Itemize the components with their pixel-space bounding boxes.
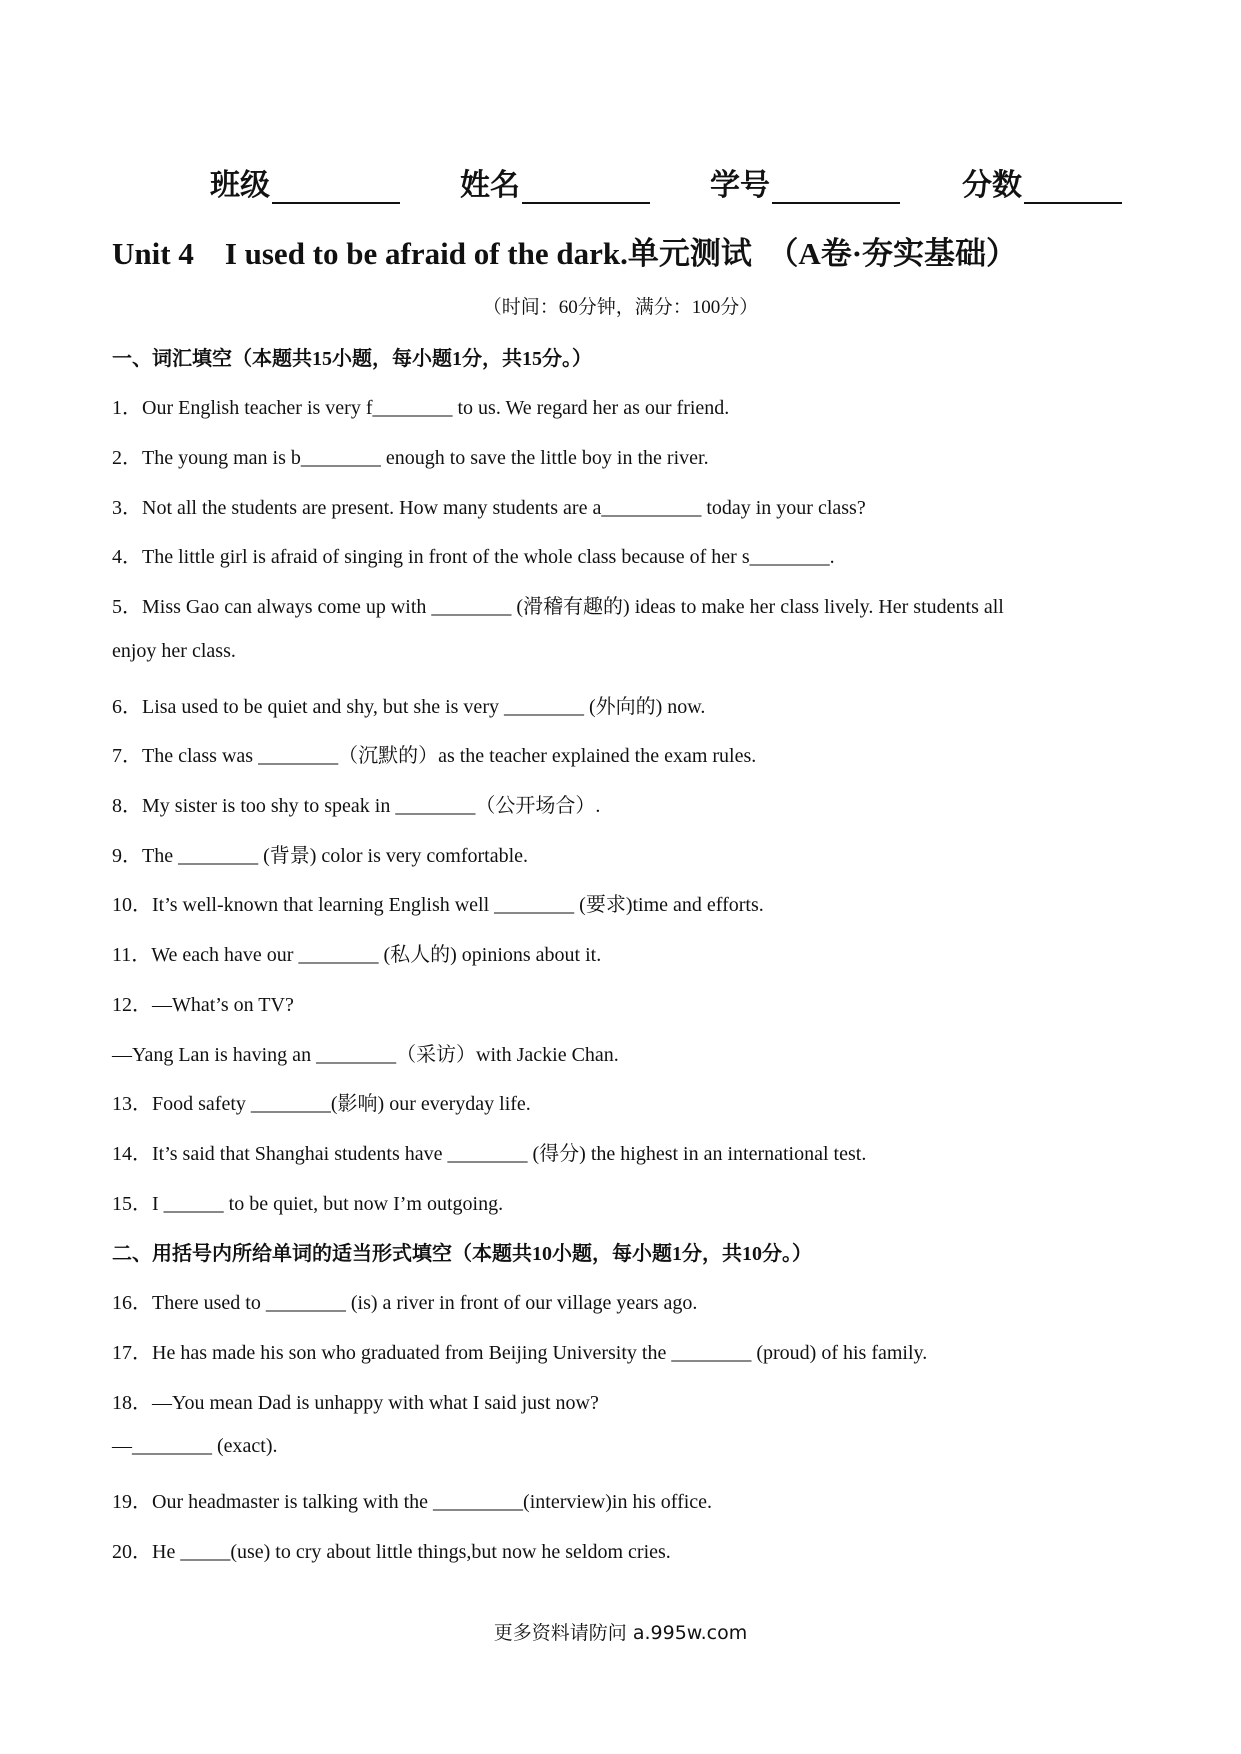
question-14: 14．It’s said that Shanghai students have ________ (得分) the highest in an international test. [112, 1143, 867, 1165]
section2-heading: 二、用括号内所给单词的适当形式填空（本题共10小题，每小题1分，共10分。） [112, 1243, 812, 1265]
question-3: 3．Not all the students are present. How many students are a__________ today in your class? [112, 497, 866, 519]
question-9: 9．The ________ (背景) color is very comfortable. [112, 845, 529, 867]
question-20: 20．He _____(use) to cry about little things,but now he seldom cries. [112, 1541, 671, 1563]
question-16: 16．There used to ________ (is) a river in front of our village years ago. [112, 1292, 698, 1314]
section1-heading: 一、词汇填空（本题共15小题，每小题1分，共15分。） [112, 348, 592, 370]
footer-link[interactable]: 更多资料请防问 a.995w.com [493, 1622, 748, 1644]
student-info-header [210, 160, 1141, 204]
name-label: 姓名 [460, 169, 520, 202]
number-blank[interactable] [772, 170, 900, 204]
question-4: 4．The little girl is afraid of singing in front of the whole class because of her s________. [112, 546, 835, 568]
question-1: 1．Our English teacher is very f________ to us. We regard her as our friend. [112, 397, 730, 419]
question-5: 5．Miss Gao can always come up with ________ (滑稽有趣的) ideas to make her class lively. Her students all [112, 596, 1004, 618]
score-field [962, 160, 1122, 204]
score-label: 分数 [962, 169, 1022, 202]
question-17: 17．He has made his son who graduated from Beijing University the ________ (proud) of his family. [112, 1342, 928, 1364]
name-field [460, 160, 650, 204]
number-field [710, 160, 900, 204]
name-blank[interactable] [522, 170, 650, 204]
class-label: 班级 [210, 169, 270, 202]
question-2: 2．The young man is b________ enough to save the little boy in the river. [112, 447, 709, 469]
question-18-answer-line: —________ (exact). [112, 1435, 278, 1457]
page-title: Unit 4 I used to be afraid of the dark.单元测试 （A卷·夯实基础） [112, 236, 1018, 271]
question-7: 7．The class was ________（沉默的）as the teacher explained the exam rules. [112, 745, 757, 767]
time-info: （时间：60分钟，满分：100分） [482, 297, 759, 318]
question-5-continued: enjoy her class. [112, 640, 236, 662]
question-11: 11．We each have our ________ (私人的) opinions about it. [112, 944, 602, 966]
question-15: 15．I ______ to be quiet, but now I’m outgoing. [112, 1193, 504, 1215]
class-field [210, 160, 400, 204]
question-8: 8．My sister is too shy to speak in ________（公开场合）. [112, 795, 601, 817]
question-19: 19．Our headmaster is talking with the _________(interview)in his office. [112, 1491, 713, 1513]
number-label: 学号 [710, 169, 770, 202]
question-12-answer-line: —Yang Lan is having an ________（采访）with Jackie Chan. [112, 1044, 619, 1066]
question-10: 10．It’s well-known that learning English well ________ (要求)time and efforts. [112, 894, 764, 916]
question-6: 6．Lisa used to be quiet and shy, but she is very ________ (外向的) now. [112, 696, 706, 718]
class-blank[interactable] [272, 170, 400, 204]
question-12: 12．—What’s on TV? [112, 994, 294, 1016]
question-13: 13．Food safety ________(影响) our everyday life. [112, 1093, 531, 1115]
question-18: 18．—You mean Dad is unhappy with what I said just now? [112, 1392, 599, 1414]
score-blank[interactable] [1024, 170, 1122, 204]
